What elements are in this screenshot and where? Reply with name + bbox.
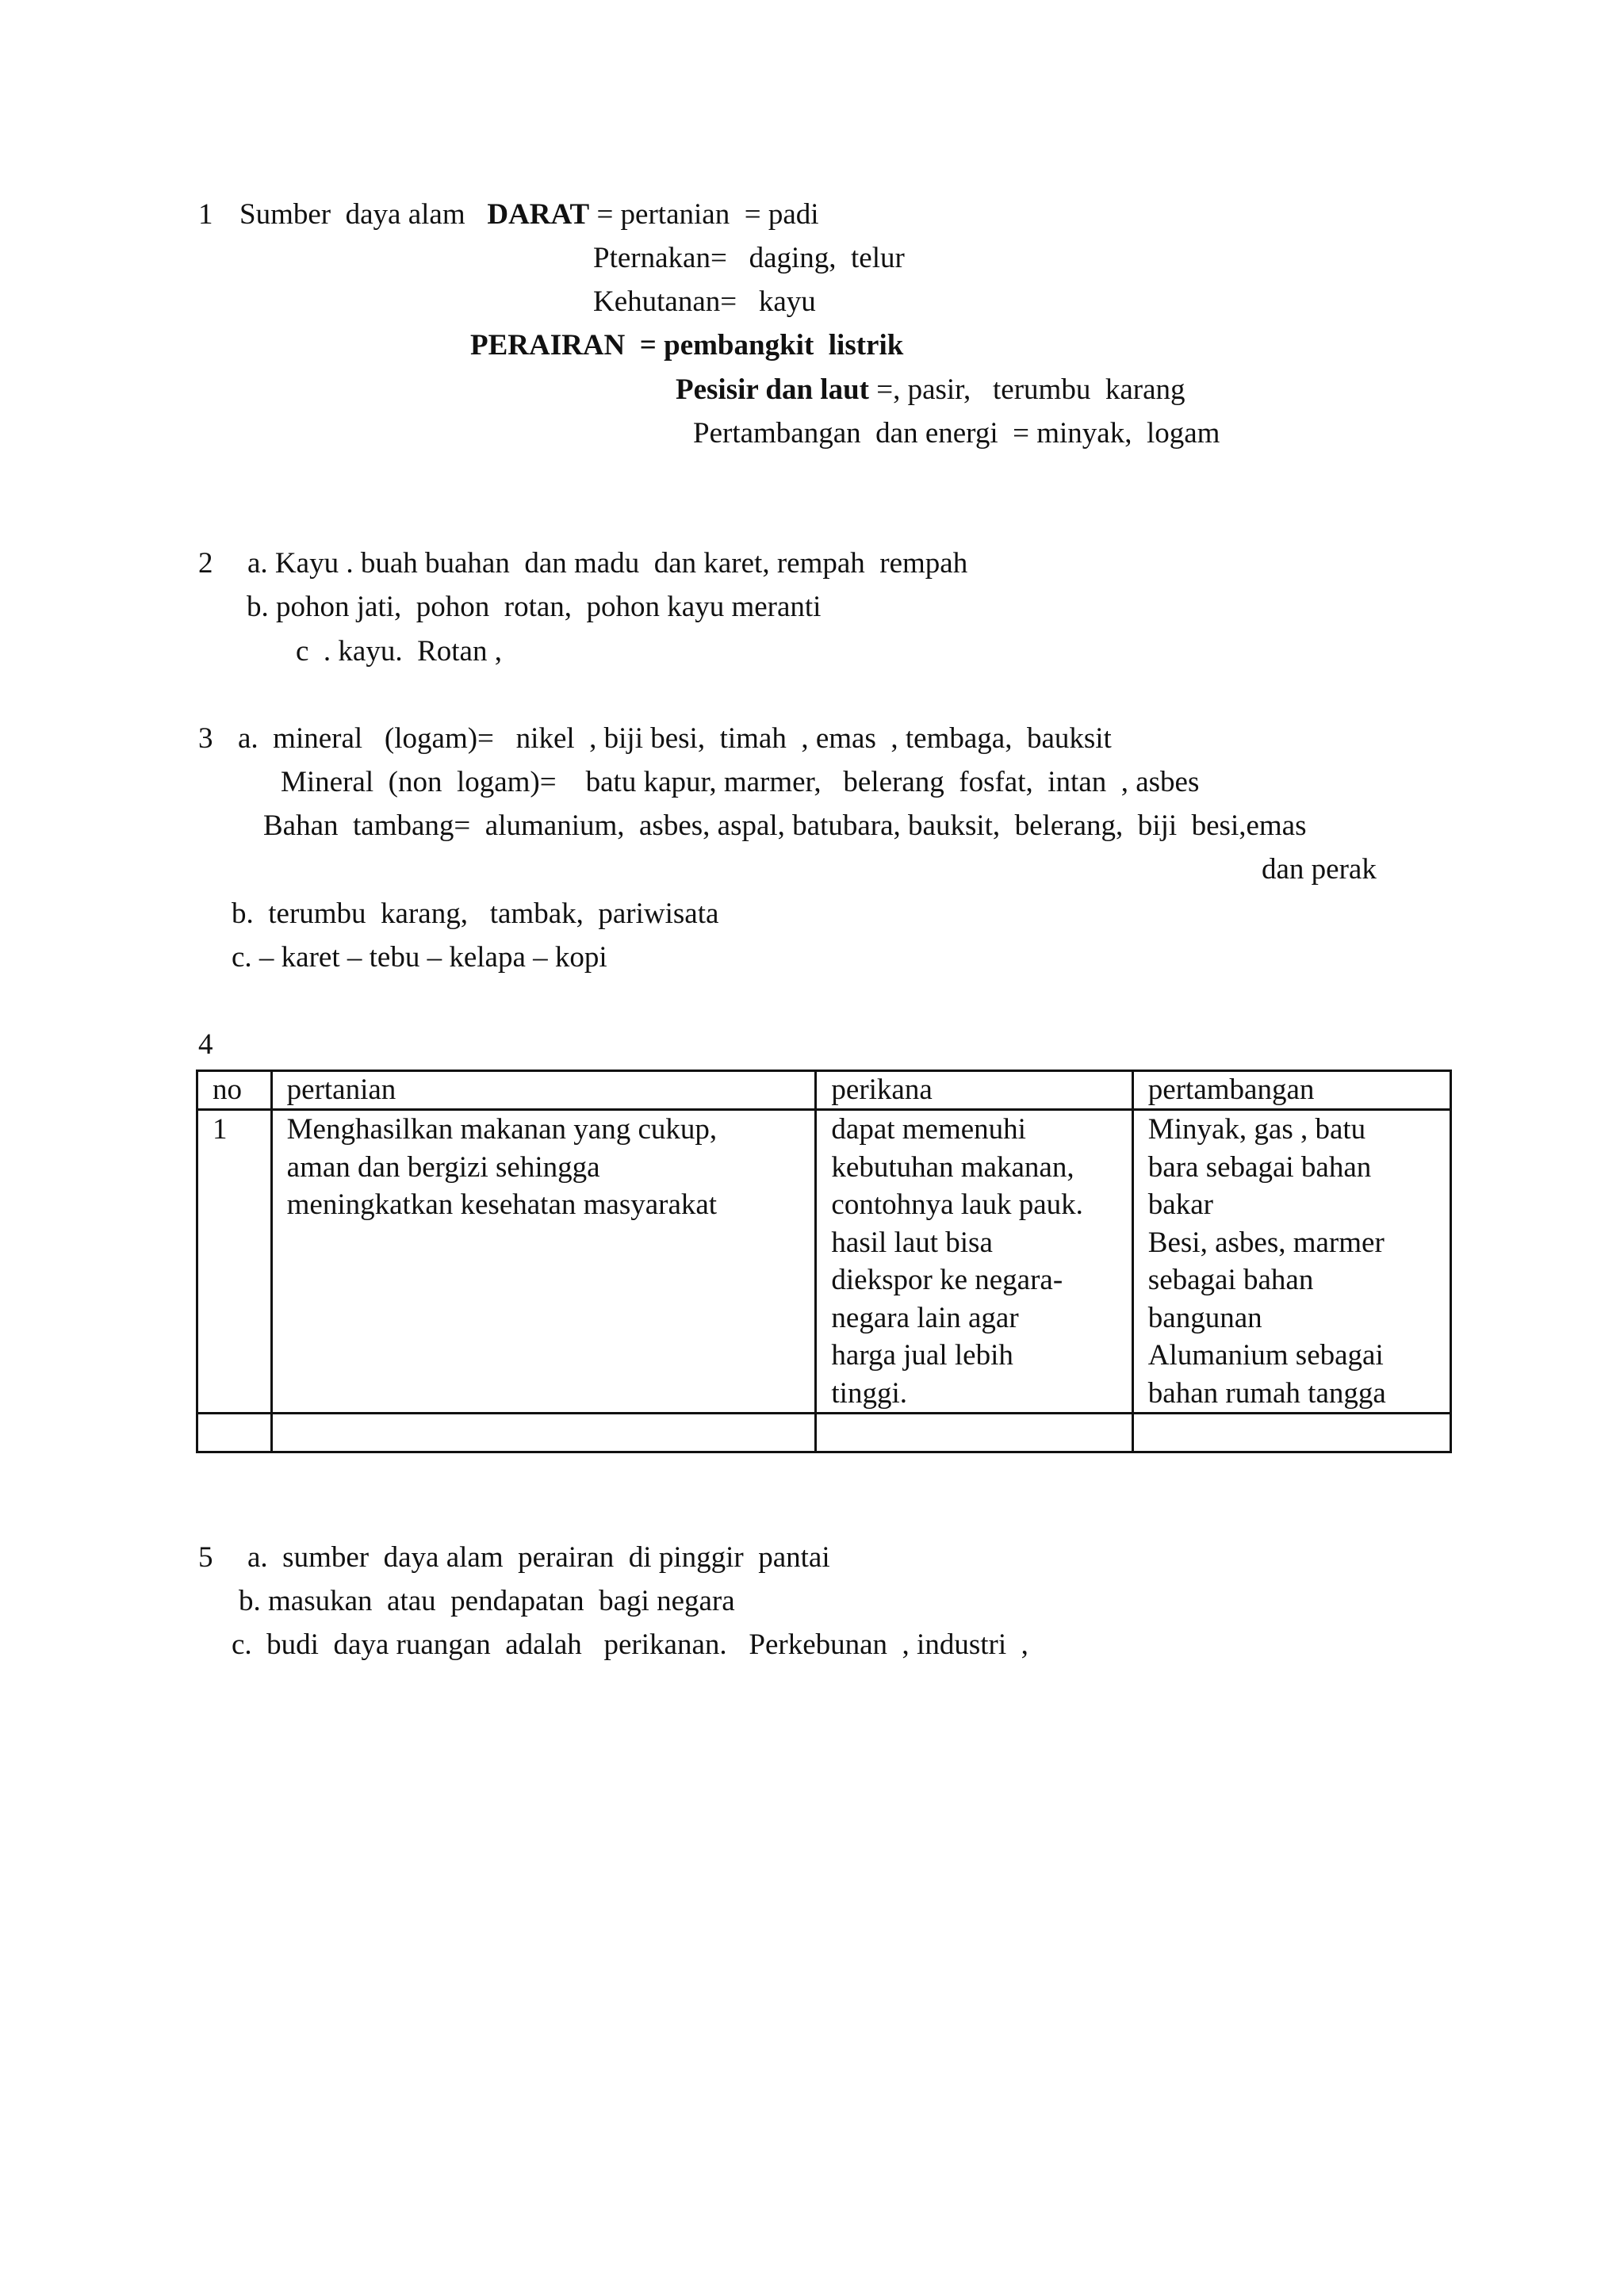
empty-cell <box>197 1414 272 1452</box>
q5-c: c. budi daya ruangan adalah perikanan. Perkebunan , industri , <box>232 1628 1028 1661</box>
q1-pesisir-label: Pesisir dan laut <box>676 373 869 406</box>
perikana-line: hasil laut bisa <box>831 1226 993 1259</box>
q3-a-mineral-non-logam: Mineral (non logam)= batu kapur, marmer, belerang fosfat, intan , asbes <box>281 766 1200 798</box>
q1-darat-rest: = pertanian = padi <box>589 198 819 231</box>
cell-pertanian <box>271 1110 816 1414</box>
q3-number: 3 <box>198 722 213 755</box>
q5-number: 5 <box>198 1541 213 1574</box>
q2-a: a. Kayu . buah buahan dan madu dan karet, rempah rempah <box>247 547 968 580</box>
q3-b: b. terumbu karang, tambak, pariwisata <box>232 897 719 930</box>
pertambangan-line: bara sebagai bahan <box>1147 1150 1372 1184</box>
header-perikana: perikana <box>816 1071 1132 1110</box>
perikana-line: kebutuhan makanan, <box>831 1150 1074 1184</box>
empty-cell <box>1132 1414 1450 1452</box>
perikana-line: negara lain agar <box>831 1301 1019 1334</box>
q4-number: 4 <box>198 1028 213 1061</box>
q3-c: c. – karet – tebu – kelapa – kopi <box>232 941 607 974</box>
empty-cell <box>816 1414 1132 1452</box>
pertanian-line: Menghasilkan makanan yang cukup, <box>286 1113 718 1146</box>
q2-number: 2 <box>198 547 213 580</box>
empty-cell <box>271 1414 816 1452</box>
q5-a: a. sumber daya alam perairan di pinggir pantai <box>247 1541 830 1574</box>
header-pertanian: pertanian <box>271 1071 816 1110</box>
header-no: no <box>197 1071 272 1110</box>
q1-kehutanan: Kehutanan= kayu <box>593 285 816 318</box>
table-row-empty <box>197 1414 1451 1452</box>
pertambangan-line: bangunan <box>1147 1301 1262 1334</box>
perikana-line: diekspor ke negara- <box>831 1264 1063 1296</box>
table-row <box>197 1110 1451 1414</box>
pertambangan-line: Besi, asbes, marmer <box>1147 1226 1385 1259</box>
q2-c: c . kayu. Rotan , <box>296 635 502 668</box>
q4-table <box>196 1070 1452 1453</box>
q1-lead: Sumber daya alam <box>239 198 465 231</box>
q2-b: b. pohon jati, pohon rotan, pohon kayu meranti <box>247 591 822 623</box>
q1-peternakan: Pternakan= daging, telur <box>593 242 905 274</box>
pertanian-line: meningkatkan kesehatan masyarakat <box>286 1188 718 1221</box>
table-header-row <box>197 1071 1451 1110</box>
pertambangan-line: Minyak, gas , batu <box>1147 1113 1366 1146</box>
pertambangan-line: sebagai bahan <box>1147 1264 1314 1296</box>
perikana-line: harga jual lebih <box>831 1339 1013 1372</box>
q1-pertambangan: Pertambangan dan energi = minyak, logam <box>693 417 1220 450</box>
q5-b: b. masukan atau pendapatan bagi negara <box>239 1585 735 1617</box>
q1-line-darat <box>239 197 819 232</box>
cell-pertambangan <box>1132 1110 1450 1414</box>
q1-pesisir-rest: =, pasir, terumbu karang <box>868 373 1185 406</box>
perikana-line: dapat memenuhi <box>831 1113 1026 1146</box>
cell-perikana <box>816 1110 1132 1414</box>
q1-perairan: PERAIRAN = pembangkit listrik <box>470 329 904 362</box>
q3-a-bahan-tambang: Bahan tambang= alumanium, asbes, aspal, batubara, bauksit, belerang, biji besi,emas <box>263 809 1307 842</box>
pertambangan-line: Alumanium sebagai <box>1147 1339 1384 1372</box>
header-pertambangan: pertambangan <box>1132 1071 1450 1110</box>
q1-line-pesisir <box>676 373 1185 408</box>
q3-a-mineral-logam: a. mineral (logam)= nikel , biji besi, timah , emas , tembaga, bauksit <box>238 722 1112 755</box>
q1-number: 1 <box>198 198 213 231</box>
perikana-line: contohnya lauk pauk. <box>831 1188 1083 1221</box>
pertambangan-line: bahan rumah tangga <box>1147 1376 1386 1410</box>
perikana-line: tinggi. <box>831 1376 907 1410</box>
cell-row-no: 1 <box>197 1110 272 1414</box>
pertanian-line: aman dan bergizi sehingga <box>286 1150 600 1184</box>
q3-a-continuation: dan perak <box>1262 853 1377 886</box>
pertambangan-line: bakar <box>1147 1188 1213 1221</box>
q1-darat-label: DARAT <box>487 198 590 231</box>
